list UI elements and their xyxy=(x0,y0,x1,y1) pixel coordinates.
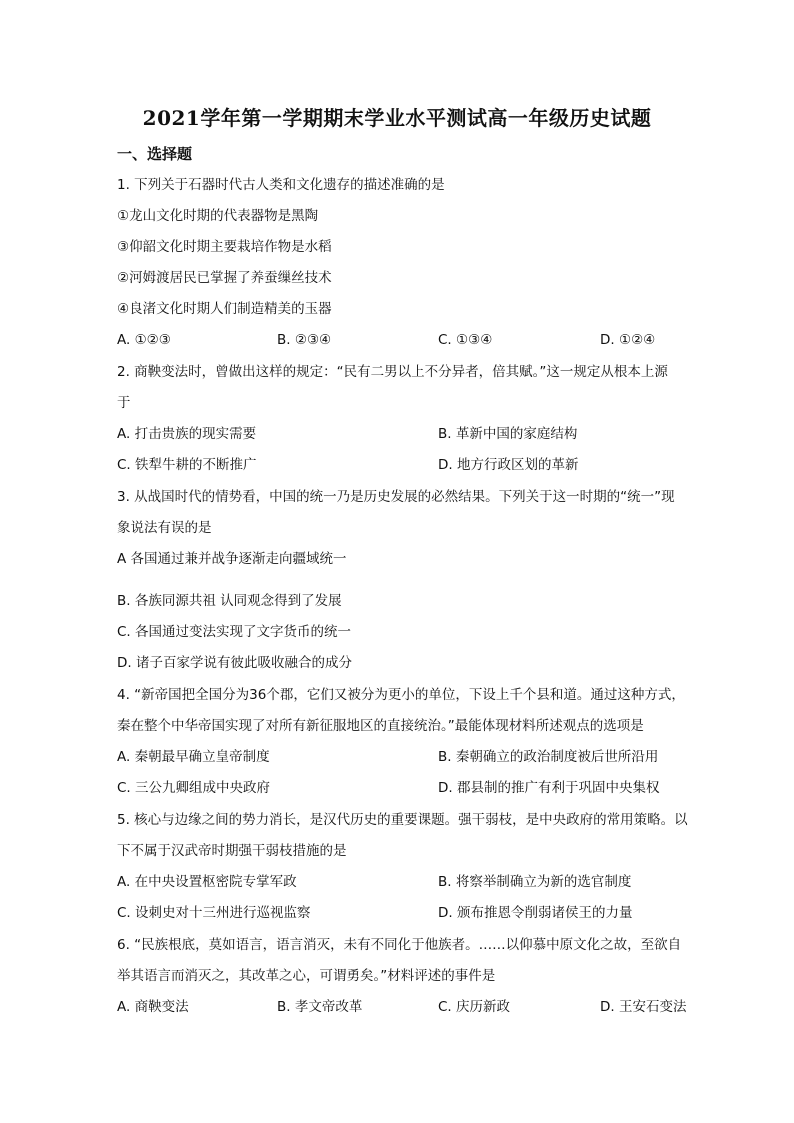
q1-option-d: D. ①②④ xyxy=(600,332,656,348)
q5-option-c: C. 设刺史对十三州进行巡视监察 xyxy=(117,905,311,921)
q6-option-a: A. 商鞅变法 xyxy=(117,999,189,1015)
q5-stem: 5. 核心与边缘之间的势力消长，是汉代历史的重要课题。强干弱枝，是中央政府的常用策略。以 xyxy=(117,812,688,828)
q1-item: ②河姆渡居民已掌握了养蚕缫丝技术 xyxy=(117,270,332,286)
q4-option-d: D. 郡县制的推广有利于巩固中央集权 xyxy=(438,780,660,796)
q2-option-c: C. 铁犁牛耕的不断推广 xyxy=(117,457,257,473)
q3-option-d: D. 诸子百家学说有彼此吸收融合的成分 xyxy=(117,655,352,671)
page-title: 2021学年第一学期期末学业水平测试高一年级历史试题 xyxy=(142,106,652,130)
q3-option-b: B. 各族同源共祖 认同观念得到了发展 xyxy=(117,593,342,609)
q3-option-a: A 各国通过兼并战争逐渐走向疆域统一 xyxy=(117,551,347,567)
q3-option-c: C. 各国通过变法实现了文字货币的统一 xyxy=(117,624,352,640)
q2-option-b: B. 革新中国的家庭结构 xyxy=(438,426,578,442)
q1-item: ④良渚文化时期人们制造精美的玉器 xyxy=(117,301,332,317)
q5-stem: 下不属于汉武帝时期强干弱枝措施的是 xyxy=(117,843,347,859)
q1-item: ①龙山文化时期的代表器物是黑陶 xyxy=(117,208,319,224)
q2-option-a: A. 打击贵族的现实需要 xyxy=(117,426,257,442)
q4-option-a: A. 秦朝最早确立皇帝制度 xyxy=(117,749,270,765)
q6-option-b: B. 孝文帝改革 xyxy=(277,999,363,1015)
q2-stem: 2. 商鞅变法时，曾做出这样的规定：“民有二男以上不分异者，倍其赋。”这一规定从根本上源 xyxy=(117,364,668,380)
q6-option-c: C. 庆历新政 xyxy=(438,999,511,1015)
section-heading: 一、选择题 xyxy=(117,145,193,163)
q4-option-c: C. 三公九卿组成中央政府 xyxy=(117,780,271,796)
q1-item: ③仰韶文化时期主要栽培作物是水稻 xyxy=(117,239,332,255)
q5-option-d: D. 颁布推恩令削弱诸侯王的力量 xyxy=(438,905,633,921)
q1-option-b: B. ②③④ xyxy=(277,332,332,348)
q1-option-a: A. ①②③ xyxy=(117,332,171,348)
q2-stem: 于 xyxy=(117,395,131,411)
q4-option-b: B. 秦朝确立的政治制度被后世所沿用 xyxy=(438,749,659,765)
q5-option-b: B. 将察举制确立为新的选官制度 xyxy=(438,874,632,890)
q3-stem: 3. 从战国时代的情势看，中国的统一乃是历史发展的必然结果。下列关于这一时期的“统一”现 xyxy=(117,489,675,505)
q6-stem: 举其语言而消灭之，其改革之心，可谓勇矣。”材料评述的事件是 xyxy=(117,968,496,984)
q6-option-d: D. 王安石变法 xyxy=(600,999,687,1015)
q1-stem: 1. 下列关于石器时代古人类和文化遗存的描述准确的是 xyxy=(117,177,445,193)
q4-stem: 秦在整个中华帝国实现了对所有新征服地区的直接统治。”最能体现材料所述观点的选项是 xyxy=(117,718,644,734)
q1-option-c: C. ①③④ xyxy=(438,332,493,348)
q2-option-d: D. 地方行政区划的革新 xyxy=(438,457,579,473)
q6-stem: 6. “民族根底，莫如语言，语言消灭，未有不同化于他族者。……以仰慕中原文化之故，至欲自 xyxy=(117,937,682,953)
q4-stem: 4. “新帝国把全国分为36个郡，它们又被分为更小的单位，下设上千个县和道。通过这种方式， xyxy=(117,687,685,703)
q5-option-a: A. 在中央设置枢密院专掌军政 xyxy=(117,874,297,890)
q3-stem: 象说法有误的是 xyxy=(117,520,212,536)
